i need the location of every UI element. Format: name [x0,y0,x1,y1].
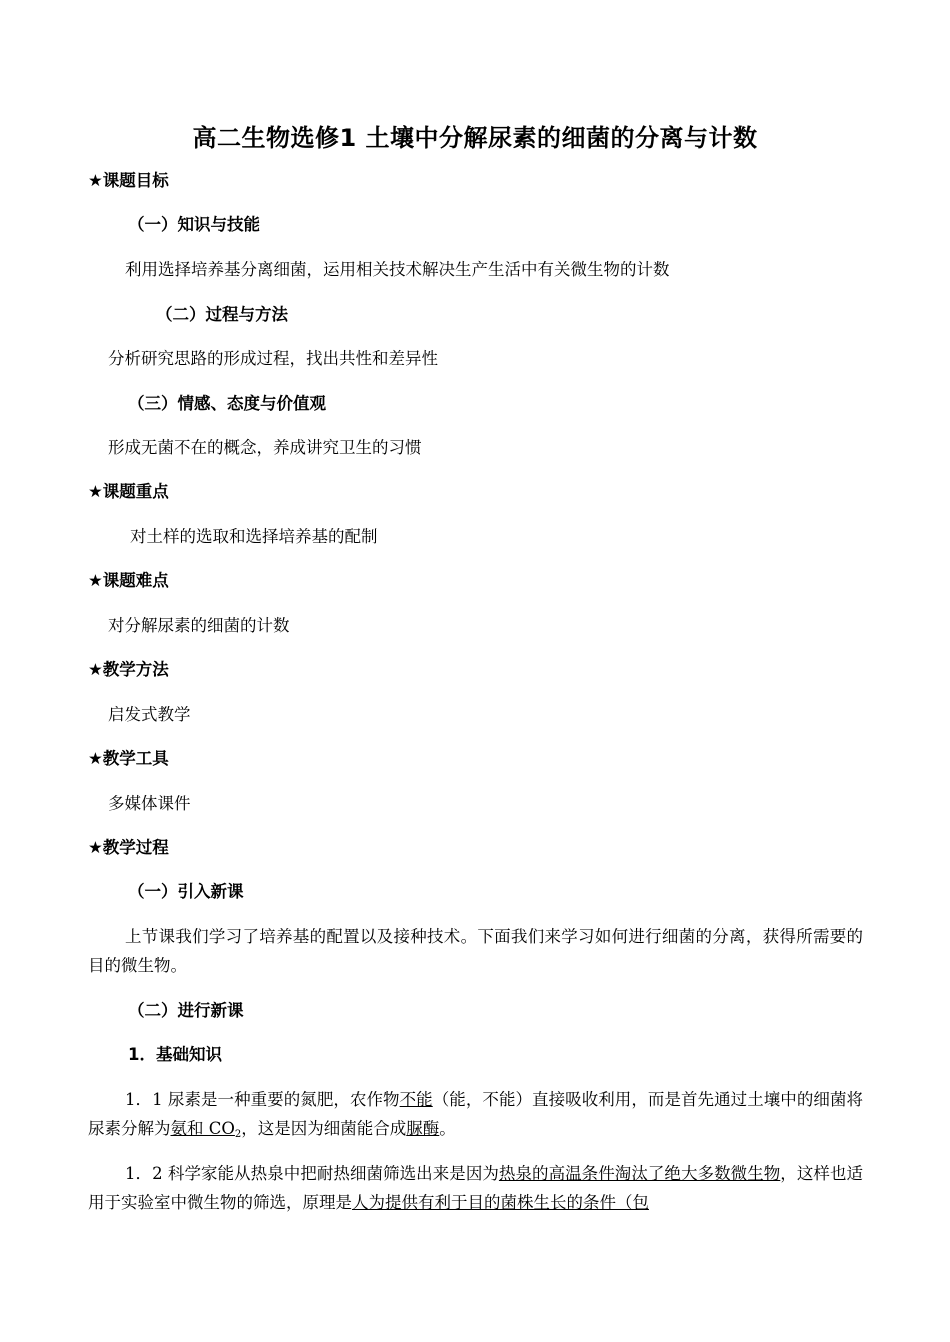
paragraph-1-2 [88,1159,863,1217]
p1-answer-products-subscript: 2 [234,1129,242,1140]
emotion-values-text: 形成无菌不在的概念，养成讲究卫生的习惯 [108,438,422,457]
knowledge-skills-heading: （一）知识与技能 [128,215,260,234]
method-text: 启发式教学 [108,705,191,724]
emotion-values-heading: （三）情感、态度与价值观 [128,394,326,413]
p2-answer-principle: 人为提供有利于目的菌株生长的条件（包 [352,1193,649,1212]
key-point-heading: ★课题重点 [88,482,169,501]
new-lesson-heading: （二）进行新课 [128,1001,244,1020]
p1-answer-products-text: 氨和 CO [170,1119,235,1138]
p1-text-d: 。 [439,1119,456,1138]
difficulty-text: 对分解尿素的细菌的计数 [108,616,290,635]
p1-text-c: ，这是因为细菌能合成 [241,1119,407,1138]
process-method-heading: （二）过程与方法 [156,305,288,324]
process-heading: ★教学过程 [88,838,169,857]
intro-paragraph: 上节课我们学习了培养基的配置以及接种技术。下面我们来学习如何进行细菌的分离，获得所需要的目的微生物。 [88,927,863,975]
difficulty-heading: ★课题难点 [88,571,169,590]
page-title: 高二生物选修1 土壤中分解尿素的细菌的分离与计数 [192,124,758,152]
key-point-text: 对土样的选取和选择培养基的配制 [130,527,378,546]
process-method-text: 分析研究思路的形成过程，找出共性和差异性 [108,349,438,368]
intro-heading: （一）引入新课 [128,882,244,901]
knowledge-skills-text: 利用选择培养基分离细菌，运用相关技术解决生产生活中有关微生物的计数 [125,260,670,279]
p1-text-a: 1．1 尿素是一种重要的氮肥，农作物 [125,1090,400,1109]
p1-answer-products [171,1119,242,1138]
p2-text-b: ，这样也适用于实验室中微生物的筛选，原理是 [88,1164,864,1212]
method-heading: ★教学方法 [88,660,169,679]
tools-heading: ★教学工具 [88,749,169,768]
p1-answer-cannot: 不能 [399,1090,433,1109]
p1-text-b: （能，不能）直接吸收利用，而是首先通过土壤中的细菌将尿素分解为 [88,1090,864,1138]
tools-text: 多媒体课件 [108,794,191,813]
goals-heading: ★课题目标 [88,171,169,190]
p1-answer-urease: 脲酶 [406,1119,440,1138]
p2-text-a: 1．2 科学家能从热泉中把耐热细菌筛选出来是因为 [125,1164,499,1183]
paragraph-1-1 [88,1085,863,1149]
basic-knowledge-heading: 1．基础知识 [128,1045,222,1064]
p2-answer-reason: 热泉的高温条件淘汰了绝大多数微生物 [498,1164,781,1183]
